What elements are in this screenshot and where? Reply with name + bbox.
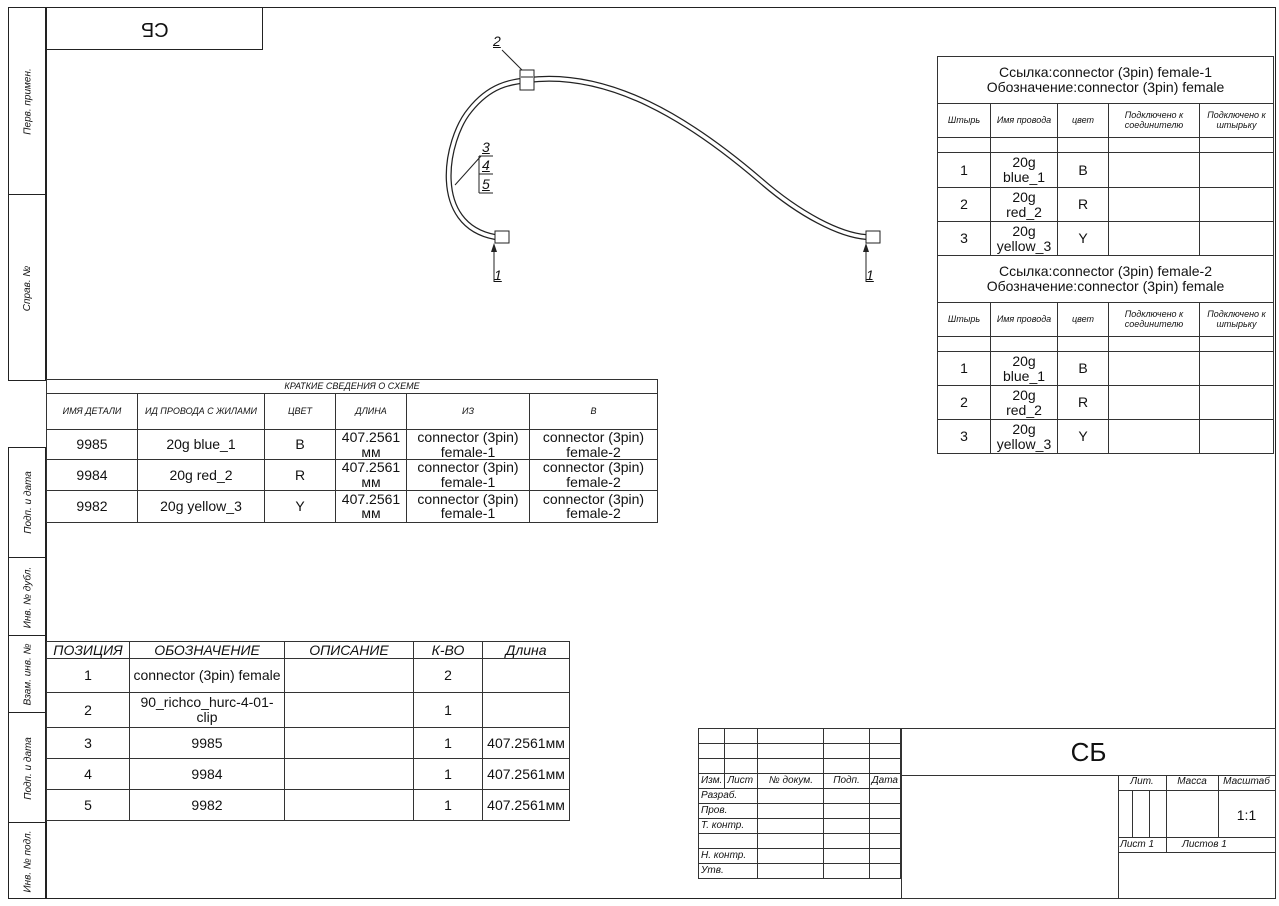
side-label: Инв. № дубл.: [9, 557, 47, 636]
col-header: К-ВО: [414, 642, 483, 659]
mass-label: Масса: [1177, 776, 1207, 787]
col-header: ОБОЗНАЧЕНИЕ: [130, 642, 285, 659]
designation-cell: 9982: [130, 790, 285, 821]
col-header: Длина: [483, 642, 570, 659]
connector-2-symbol: [866, 231, 880, 243]
side-label: Инв. № подл.: [9, 822, 47, 899]
col-header: В: [530, 394, 658, 430]
table-row: [938, 386, 1274, 420]
description-cell: [285, 759, 414, 790]
color-cell: R: [1058, 188, 1109, 222]
length-cell: 407.2561мм: [483, 728, 570, 759]
side-label: Подп. и дата: [9, 712, 47, 823]
wire-cell: 20g blue_1: [138, 430, 265, 460]
connector-1-symbol: [495, 231, 509, 243]
role-label: Пров.: [699, 804, 758, 819]
connector-table-1: [937, 56, 1274, 256]
description-cell: [285, 659, 414, 693]
qty-cell: 1: [414, 728, 483, 759]
part-cell: 9984: [47, 460, 138, 490]
side-label: Перв. примен.: [22, 67, 34, 135]
role-label: Т. контр.: [699, 819, 758, 834]
qty-cell: 1: [414, 693, 483, 728]
col-header: Имя провода: [991, 303, 1058, 337]
col-header: Подключено к соединителю: [1109, 303, 1200, 337]
from-cell: connector (3pin) female-1: [407, 490, 530, 522]
col-header: № докум.: [758, 774, 824, 789]
top-stamp: СБ: [46, 7, 263, 50]
table-row: [938, 222, 1274, 256]
side-label: Справ. №: [9, 194, 47, 381]
col-header: Штырь: [938, 303, 991, 337]
side-label: Подп. и дата: [22, 471, 34, 534]
wire-summary-table: [46, 379, 658, 523]
table-row: [47, 693, 570, 728]
from-cell: connector (3pin) female-1: [407, 460, 530, 490]
role-label: [699, 834, 758, 849]
pin-cell: 2: [938, 386, 991, 420]
col-header: Подключено к штырьку: [1200, 104, 1274, 138]
bom-table: [46, 641, 570, 821]
table-row: [938, 420, 1274, 454]
length-cell: [483, 693, 570, 728]
position-cell: 1: [47, 659, 130, 693]
callout-4: 4: [482, 157, 490, 173]
role-label: Разраб.: [699, 789, 758, 804]
designation-cell: 9984: [130, 759, 285, 790]
qty-cell: 2: [414, 659, 483, 693]
table-row: [47, 490, 658, 522]
designation-cell: connector (3pin) female: [130, 659, 285, 693]
leader-3: [455, 156, 481, 185]
title-block-right: [901, 728, 1276, 899]
callout-1: 1: [866, 267, 874, 283]
col-header: Штырь: [938, 104, 991, 138]
doc-code: СБ: [1070, 736, 1107, 767]
callout-2: 2: [493, 33, 501, 49]
color-cell: B: [265, 430, 336, 460]
role-label: Н. контр.: [699, 849, 758, 864]
callout-3: 3: [482, 139, 490, 155]
description-cell: [285, 728, 414, 759]
col-header: цвет: [1058, 303, 1109, 337]
wire-cell: 20g yellow_3: [991, 420, 1058, 454]
description-cell: [285, 790, 414, 821]
wire-cell: 20g blue_1: [991, 153, 1058, 188]
description-cell: [285, 693, 414, 728]
length-cell: 407.2561 мм: [336, 490, 407, 522]
color-cell: Y: [1058, 222, 1109, 256]
col-header: Лист: [725, 774, 758, 789]
designation-cell: 9985: [130, 728, 285, 759]
color-cell: Y: [265, 490, 336, 522]
position-cell: 4: [47, 759, 130, 790]
col-header: Дата: [869, 774, 900, 789]
col-header: Подключено к соединителю: [1109, 104, 1200, 138]
wire-summary-title: КРАТКИЕ СВЕДЕНИЯ О СХЕМЕ: [47, 380, 658, 394]
table-row: [47, 430, 658, 460]
callout-5: 5: [482, 176, 490, 192]
title-block-left: [698, 728, 901, 879]
color-cell: R: [265, 460, 336, 490]
wire-cell: 20g red_2: [991, 386, 1058, 420]
length-cell: 407.2561мм: [483, 759, 570, 790]
col-header: ЦВЕТ: [265, 394, 336, 430]
leader-2: [502, 50, 522, 70]
to-cell: connector (3pin) female-2: [530, 430, 658, 460]
wire-cell: 20g red_2: [991, 188, 1058, 222]
callout-1: 1: [494, 267, 502, 283]
sheets-label: Листов 1: [1182, 839, 1227, 850]
wire-cell: 20g yellow_3: [138, 490, 265, 522]
table-row: [47, 460, 658, 490]
length-cell: 407.2561 мм: [336, 460, 407, 490]
scale-label: Масштаб: [1223, 776, 1270, 787]
length-cell: 407.2561мм: [483, 790, 570, 821]
col-header: ИД ПРОВОДА С ЖИЛАМИ: [138, 394, 265, 430]
to-cell: connector (3pin) female-2: [530, 490, 658, 522]
col-header: ИЗ: [407, 394, 530, 430]
table-row: [938, 188, 1274, 222]
table-row: [938, 352, 1274, 386]
wire-bundle-fill: [449, 79, 866, 237]
position-cell: 2: [47, 693, 130, 728]
connector-table-2: [937, 255, 1274, 454]
position-cell: 5: [47, 790, 130, 821]
col-header: ДЛИНА: [336, 394, 407, 430]
position-cell: 3: [47, 728, 130, 759]
col-header: ОПИСАНИЕ: [285, 642, 414, 659]
col-header: Подп.: [824, 774, 869, 789]
pin-cell: 1: [938, 352, 991, 386]
to-cell: connector (3pin) female-2: [530, 460, 658, 490]
color-cell: B: [1058, 153, 1109, 188]
color-cell: B: [1058, 352, 1109, 386]
side-label: Взам. инв. №: [9, 635, 47, 713]
pin-cell: 3: [938, 420, 991, 454]
pin-cell: 1: [938, 153, 991, 188]
table-row: [47, 790, 570, 821]
wire-cell: 20g blue_1: [991, 352, 1058, 386]
col-header: ИМЯ ДЕТАЛИ: [47, 394, 138, 430]
clip-symbol: [520, 70, 534, 90]
table-row: [47, 759, 570, 790]
color-cell: Y: [1058, 420, 1109, 454]
col-header: Изм.: [699, 774, 725, 789]
qty-cell: 1: [414, 790, 483, 821]
from-cell: connector (3pin) female-1: [407, 430, 530, 460]
color-cell: R: [1058, 386, 1109, 420]
col-header: ПОЗИЦИЯ: [47, 642, 130, 659]
pin-cell: 2: [938, 188, 991, 222]
connector-ref: Ссылка:connector (3pin) female-2: [999, 263, 1212, 280]
wire-cell: 20g yellow_3: [991, 222, 1058, 256]
col-header: Имя провода: [991, 104, 1058, 138]
col-header: цвет: [1058, 104, 1109, 138]
length-cell: [483, 659, 570, 693]
role-label: Утв.: [699, 864, 758, 879]
connector-ref: Ссылка:connector (3pin) female-1: [999, 64, 1212, 81]
lit-label: Лит.: [1130, 776, 1154, 787]
table-row: [47, 728, 570, 759]
table-row: [938, 153, 1274, 188]
connector-designation: Обозначение:connector (3pin) female: [986, 79, 1225, 95]
table-row: [47, 659, 570, 693]
qty-cell: 1: [414, 759, 483, 790]
length-cell: 407.2561 мм: [336, 430, 407, 460]
col-header: Подключено к штырьку: [1200, 303, 1274, 337]
part-cell: 9982: [47, 490, 138, 522]
wire-cell: 20g red_2: [138, 460, 265, 490]
part-cell: 9985: [47, 430, 138, 460]
sheet-label: Лист 1: [1120, 839, 1155, 850]
scale-value: 1:1: [1236, 807, 1257, 823]
designation-cell: 90_richco_hurc-4-01-clip: [130, 693, 285, 728]
pin-cell: 3: [938, 222, 991, 256]
connector-designation: Обозначение:connector (3pin) female: [986, 278, 1225, 294]
